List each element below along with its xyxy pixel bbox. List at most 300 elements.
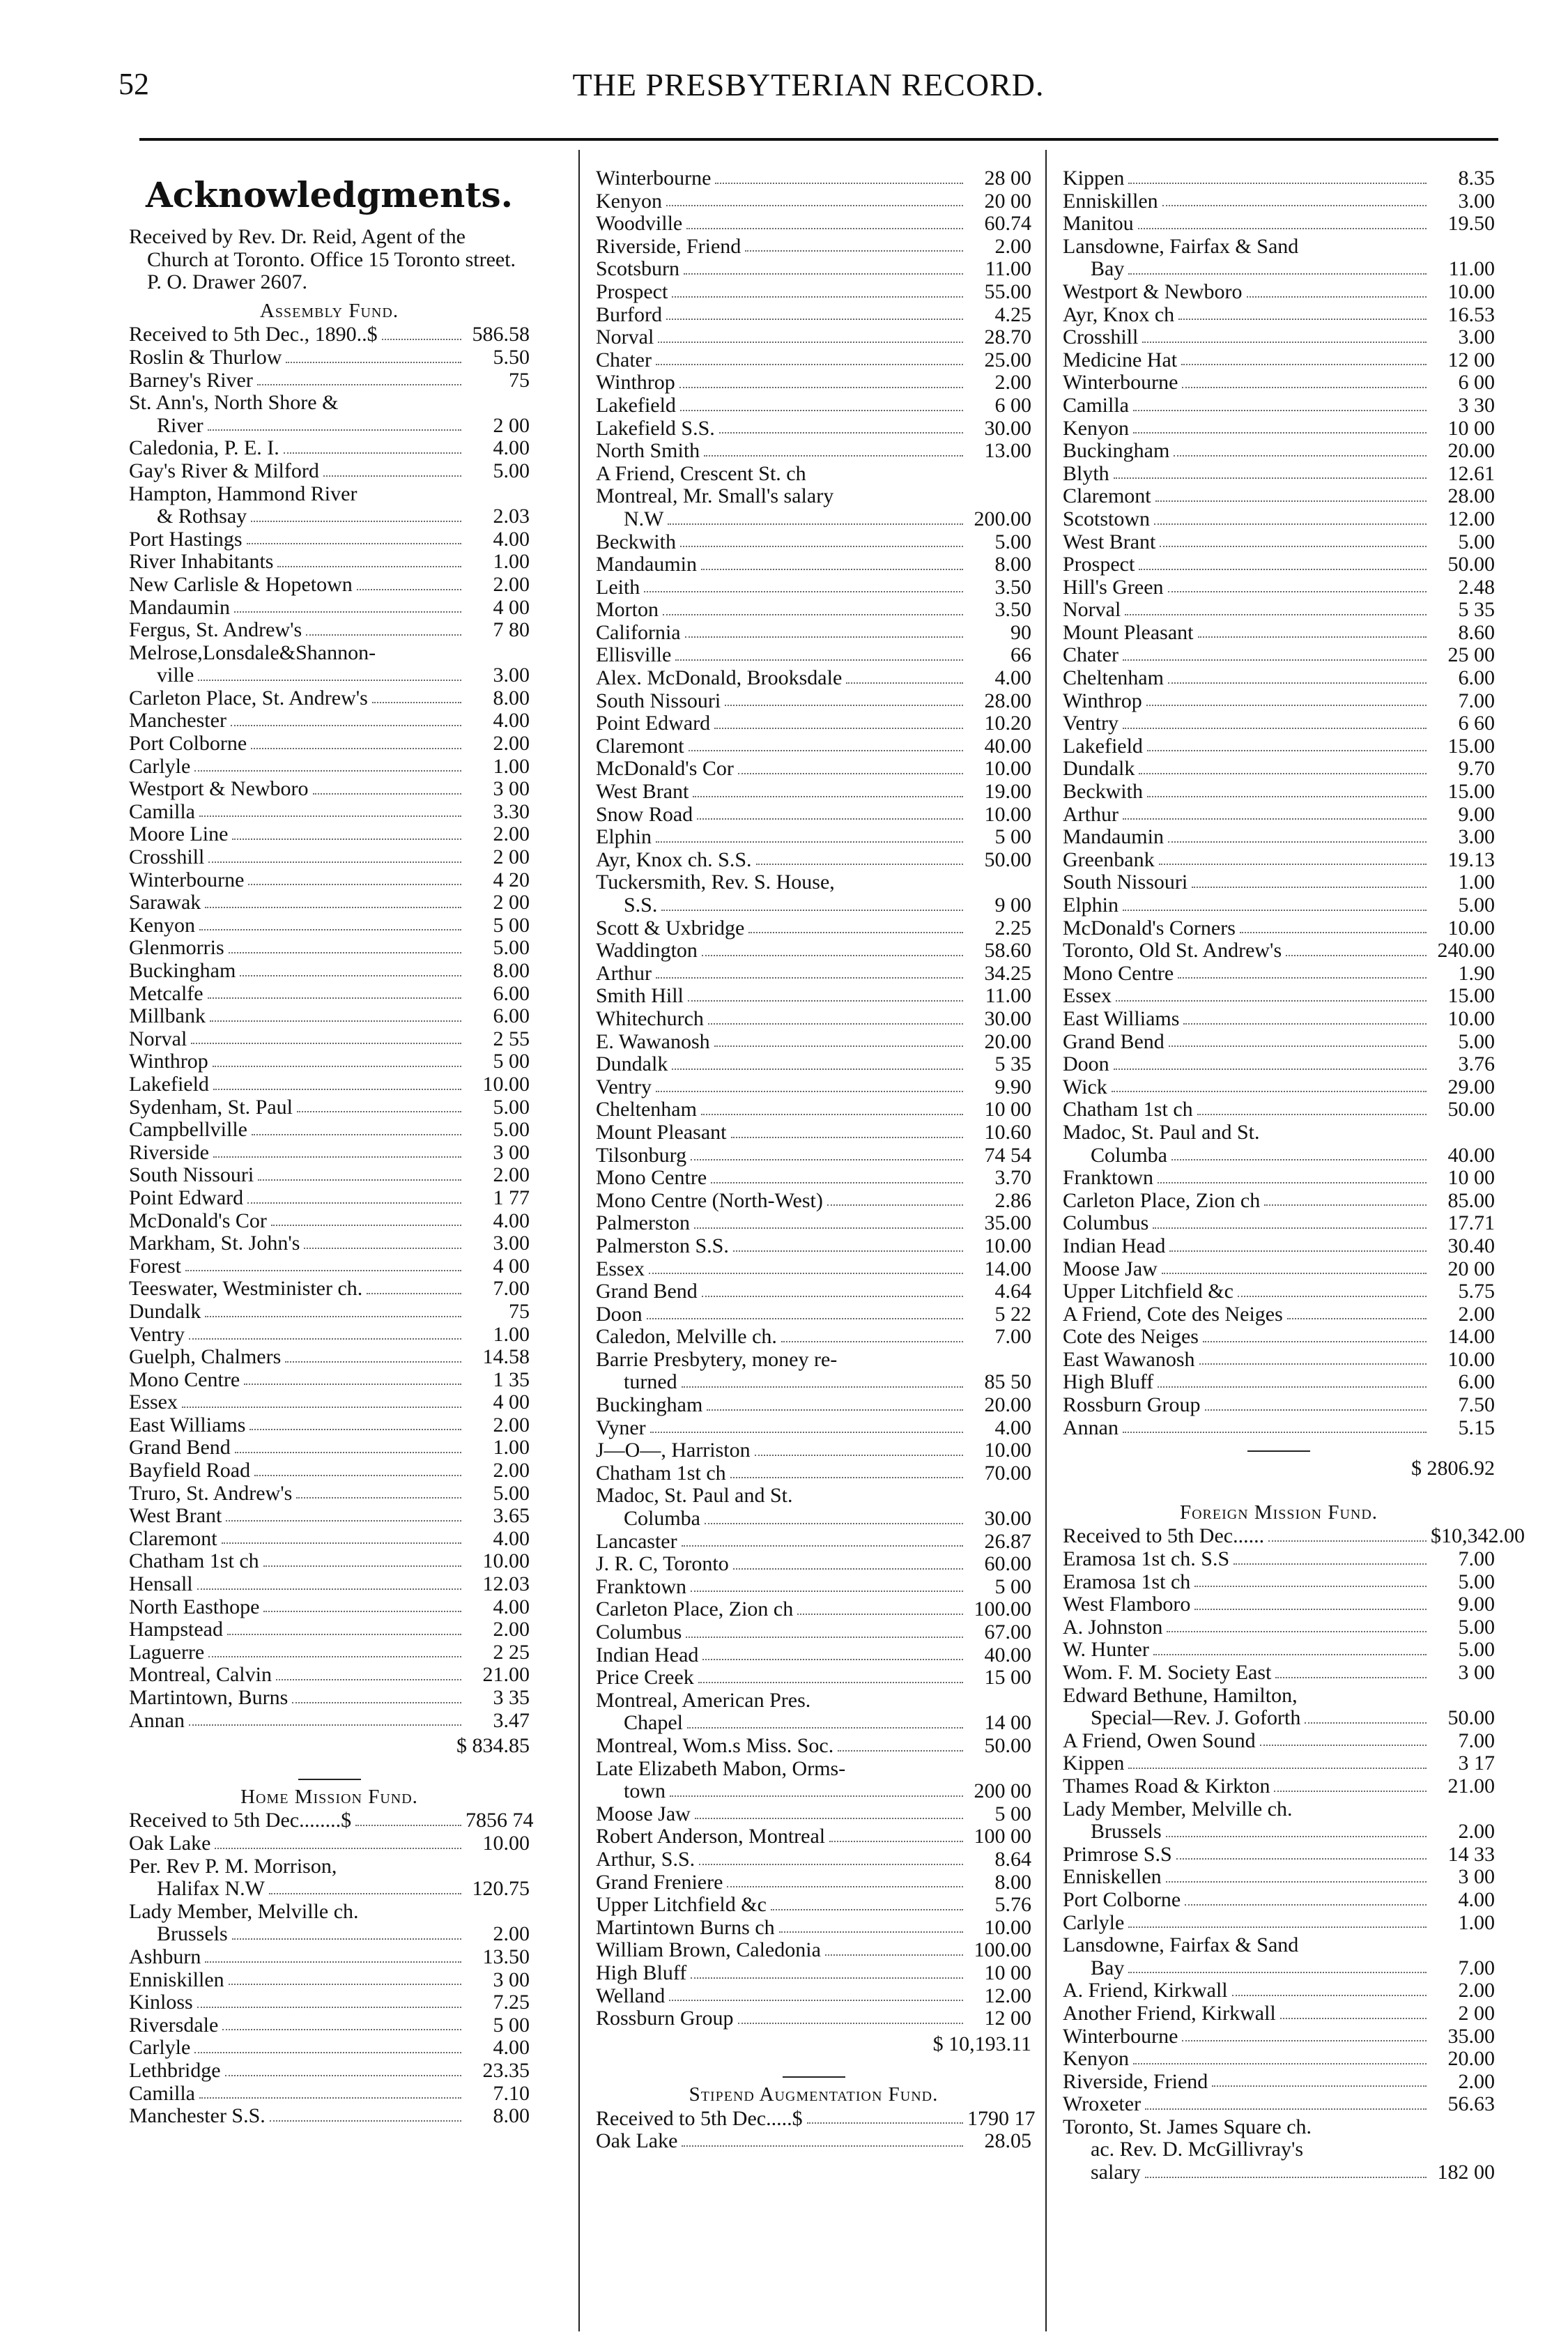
entry-amount: 5.00 bbox=[1458, 530, 1495, 553]
leader-dots bbox=[222, 1542, 461, 1544]
entry-amount: 7.00 bbox=[1458, 1547, 1495, 1571]
entry-row bbox=[596, 1780, 1031, 1803]
entry-amount: 4.00 bbox=[493, 1595, 530, 1618]
entry-amount: 3 30 bbox=[1458, 393, 1495, 417]
entry-name: Carleton Place, Zion ch bbox=[596, 1597, 794, 1621]
entry-row bbox=[596, 1985, 1031, 2008]
entry-name: McDonald's Cor bbox=[129, 1209, 267, 1232]
leader-dots bbox=[1264, 1204, 1427, 1206]
leader-dots bbox=[248, 884, 461, 885]
entry-name: Mono Centre bbox=[596, 1166, 707, 1190]
entry-amount: 5.00 bbox=[493, 1118, 530, 1142]
entry-name: Winthrop bbox=[129, 1050, 208, 1073]
entry-name: Sydenham, St. Paul bbox=[129, 1095, 293, 1119]
entry-name: Toronto, Old St. Andrew's bbox=[1063, 939, 1282, 963]
leader-dots bbox=[1123, 818, 1427, 820]
entry-amount: 5 00 bbox=[493, 2013, 530, 2037]
leader-dots bbox=[686, 1637, 963, 1638]
leader-dots bbox=[1125, 614, 1427, 615]
entry-name: Montreal, American Pres. bbox=[596, 1688, 811, 1712]
entry-name: Kippen bbox=[1063, 1752, 1125, 1775]
page-number: 52 bbox=[118, 67, 149, 101]
entry-name: Whitechurch bbox=[596, 1006, 704, 1030]
entry-name: Lady Member, Melville ch. bbox=[129, 1899, 359, 1923]
entry-amount: 6 00 bbox=[994, 393, 1031, 417]
leader-dots bbox=[1171, 1159, 1427, 1160]
leader-dots bbox=[701, 1114, 963, 1115]
leader-dots bbox=[1133, 410, 1427, 411]
leader-dots bbox=[675, 659, 963, 661]
entry-name: Crosshill bbox=[129, 845, 205, 869]
entry-amount: 6.00 bbox=[1458, 1370, 1495, 1394]
entry-amount: 3 00 bbox=[493, 1140, 530, 1164]
leader-dots bbox=[286, 362, 461, 363]
entry-row bbox=[129, 1119, 530, 1142]
leader-dots bbox=[285, 1361, 461, 1363]
entry-name: Riverside, Friend bbox=[596, 234, 741, 258]
entry-row bbox=[1063, 440, 1495, 463]
entry-row bbox=[129, 392, 530, 415]
entry-row bbox=[596, 758, 1031, 781]
entry-amount: 20.00 bbox=[984, 1029, 1031, 1053]
leader-dots bbox=[1146, 705, 1427, 706]
entry-amount: 5.00 bbox=[1458, 894, 1495, 917]
entry-amount: 60.00 bbox=[984, 1552, 1031, 1576]
entry-row bbox=[1063, 1707, 1495, 1730]
entry-name: Indian Head bbox=[596, 1643, 699, 1666]
entry-name: Barney's River bbox=[129, 368, 253, 392]
entry-name: Bay bbox=[1091, 1956, 1125, 1979]
entry-row bbox=[129, 710, 530, 733]
leader-dots bbox=[745, 250, 963, 252]
entry-row bbox=[129, 1991, 530, 2014]
entry-amount: 5 22 bbox=[994, 1302, 1031, 1326]
entry-row bbox=[129, 1687, 530, 1710]
leader-dots bbox=[1145, 2177, 1427, 2178]
entry-amount: 7.25 bbox=[493, 1991, 530, 2014]
entry-name: Campbellville bbox=[129, 1118, 247, 1142]
leader-dots bbox=[1182, 2040, 1427, 2041]
entry-amount: 2.00 bbox=[1458, 1302, 1495, 1326]
entry-name: Caledonia, P. E. I. bbox=[129, 436, 279, 460]
entry-name: Winterbourne bbox=[596, 167, 712, 190]
entry-row bbox=[1063, 236, 1495, 259]
leader-dots bbox=[684, 273, 963, 275]
entry-amount: 4 00 bbox=[493, 1390, 530, 1414]
entry-amount: 15 00 bbox=[984, 1666, 1031, 1689]
leader-dots bbox=[691, 1977, 963, 1979]
entry-name: Buckingham bbox=[129, 959, 236, 982]
entry-amount: 14.58 bbox=[482, 1345, 530, 1369]
entry-amount: 3.00 bbox=[493, 664, 530, 687]
entry-name: Kenyon bbox=[1063, 2047, 1129, 2071]
page-header bbox=[118, 66, 1498, 129]
entry-name: Norval bbox=[1063, 598, 1121, 622]
entry-row bbox=[129, 1482, 530, 1505]
leader-dots bbox=[668, 523, 963, 525]
entry-row bbox=[129, 1028, 530, 1051]
entry-row bbox=[1063, 1190, 1495, 1213]
entry-row bbox=[129, 1573, 530, 1596]
entry-amount: 50.00 bbox=[1447, 553, 1495, 576]
entry-name: Riverside bbox=[129, 1140, 209, 1164]
entry-amount: 30.40 bbox=[1447, 1234, 1495, 1257]
entry-amount: 10.00 bbox=[984, 1915, 1031, 1939]
entry-amount: 2 55 bbox=[493, 1027, 530, 1050]
entry-row bbox=[129, 1369, 530, 1392]
entry-row bbox=[596, 258, 1031, 281]
entry-amount: 10.00 bbox=[1447, 916, 1495, 940]
leader-dots bbox=[825, 1954, 963, 1956]
entry-row bbox=[596, 553, 1031, 576]
entry-amount: 30.00 bbox=[984, 1006, 1031, 1030]
entry-row bbox=[1063, 985, 1495, 1008]
entry-amount: 10.00 bbox=[984, 1439, 1031, 1462]
entry-amount: 1 77 bbox=[493, 1186, 530, 1209]
leader-dots bbox=[1168, 841, 1427, 843]
entry-name: Cheltenham bbox=[1063, 666, 1164, 690]
entry-name: Annan bbox=[129, 1708, 185, 1732]
entry-amount: 50.00 bbox=[1447, 1706, 1495, 1730]
entry-name: Arthur bbox=[1063, 802, 1119, 826]
entry-row bbox=[596, 826, 1031, 849]
entry-row bbox=[129, 801, 530, 824]
leader-dots bbox=[672, 296, 963, 298]
entry-name: Doon bbox=[596, 1302, 643, 1326]
leader-dots bbox=[1194, 1609, 1427, 1610]
entry-name: Bay bbox=[1091, 257, 1125, 281]
entry-row bbox=[1063, 599, 1495, 622]
entry-row bbox=[1063, 917, 1495, 940]
entry-name: Indian Head bbox=[1063, 1234, 1166, 1257]
entry-name: Carlyle bbox=[1063, 1910, 1125, 1934]
entry-amount: 10.00 bbox=[1447, 1006, 1495, 1030]
entry-name: Brussels bbox=[1091, 1820, 1162, 1844]
entry-row bbox=[596, 1235, 1031, 1258]
entry-amount: 40.00 bbox=[984, 734, 1031, 758]
leader-dots bbox=[263, 1611, 461, 1612]
entry-name: Medicine Hat bbox=[1063, 348, 1178, 371]
entry-row bbox=[129, 346, 530, 369]
leader-dots bbox=[725, 705, 963, 706]
entry-name: Arthur bbox=[596, 961, 652, 985]
entry-name: Columba bbox=[1091, 1143, 1167, 1167]
entry-row bbox=[596, 1848, 1031, 1871]
entry-name: Buckingham bbox=[1063, 439, 1170, 463]
entry-row bbox=[596, 712, 1031, 735]
leader-dots bbox=[194, 2052, 461, 2053]
entry-amount: 10.00 bbox=[482, 1549, 530, 1573]
leader-dots bbox=[182, 1407, 461, 1408]
entry-name: Ayr, Knox ch. S.S. bbox=[596, 848, 752, 871]
entry-amount: 85 50 bbox=[984, 1370, 1031, 1394]
entry-amount: 6.00 bbox=[493, 1004, 530, 1028]
entry-row bbox=[129, 369, 530, 392]
entry-name: Burford bbox=[596, 302, 662, 326]
entry-row bbox=[1063, 304, 1495, 327]
leader-dots bbox=[284, 452, 461, 454]
leader-dots bbox=[240, 975, 461, 976]
entry-row bbox=[596, 1190, 1031, 1213]
foreign-mission-fund-title: Foreign Mission Fund. bbox=[1179, 1501, 1378, 1524]
entry-row bbox=[596, 599, 1031, 622]
leader-dots bbox=[731, 1137, 964, 1138]
entry-row bbox=[1063, 1662, 1495, 1685]
entry-amount: 28.00 bbox=[1447, 484, 1495, 508]
leader-dots bbox=[208, 429, 461, 431]
entry-amount: 3.00 bbox=[1458, 325, 1495, 349]
entry-row bbox=[596, 463, 1031, 486]
entry-row bbox=[1063, 894, 1495, 917]
entry-row bbox=[1063, 1844, 1495, 1867]
entry-row bbox=[129, 733, 530, 756]
entry-name: Norval bbox=[129, 1027, 187, 1050]
entry-amount: 7.00 bbox=[493, 1277, 530, 1301]
entry-name: Enniskillen bbox=[129, 1968, 224, 1991]
entry-row bbox=[1063, 781, 1495, 804]
entry-amount: 10 00 bbox=[1447, 1166, 1495, 1190]
leader-dots bbox=[247, 543, 461, 544]
entry-row bbox=[596, 167, 1031, 190]
entry-name: Robert Anderson, Montreal bbox=[596, 1825, 826, 1848]
entry-row bbox=[1063, 758, 1495, 781]
entry-name: Winthrop bbox=[596, 371, 675, 394]
entry-name: Wroxeter bbox=[1063, 2092, 1142, 2116]
entry-amount: 11.00 bbox=[985, 984, 1031, 1008]
entry-row bbox=[596, 1598, 1031, 1621]
leader-dots bbox=[656, 1091, 963, 1092]
entry-name: Claremont bbox=[129, 1526, 217, 1550]
entry-amount: 3.47 bbox=[493, 1708, 530, 1732]
leader-dots bbox=[702, 1296, 963, 1297]
entry-amount: 2.00 bbox=[493, 732, 530, 756]
entry-name: Kenyon bbox=[129, 913, 195, 937]
entry-name: Melrose,Lonsdale&Shannon- bbox=[129, 641, 376, 664]
leader-dots bbox=[229, 952, 461, 953]
entry-row bbox=[1063, 2093, 1495, 2116]
entry-row bbox=[596, 1031, 1031, 1054]
entry-name: Annan bbox=[1063, 1416, 1119, 1439]
entry-row bbox=[596, 1712, 1031, 1735]
entry-name: McDonald's Corners bbox=[1063, 916, 1236, 940]
entry-row bbox=[129, 869, 530, 892]
entry-row bbox=[1063, 1167, 1495, 1190]
entry-amount: 5.15 bbox=[1458, 1416, 1495, 1439]
entry-name: Essex bbox=[1063, 984, 1112, 1008]
leader-dots bbox=[730, 1477, 963, 1478]
entry-amount: 74 54 bbox=[984, 1143, 1031, 1167]
leader-dots bbox=[738, 773, 963, 774]
leader-dots bbox=[1286, 955, 1427, 956]
entry-amount: 2.00 bbox=[493, 1459, 530, 1482]
entry-amount: 4.00 bbox=[994, 666, 1031, 690]
entry-name: Columbus bbox=[596, 1620, 682, 1643]
entry-amount: 5.00 bbox=[1458, 1029, 1495, 1053]
entry-amount: 2.00 bbox=[994, 234, 1031, 258]
leader-dots bbox=[702, 1659, 963, 1660]
leader-dots bbox=[1197, 1114, 1427, 1115]
entry-row bbox=[129, 1459, 530, 1482]
entry-row bbox=[129, 415, 530, 438]
entry-amount: 2.00 bbox=[493, 1163, 530, 1187]
entry-amount: 3.65 bbox=[493, 1504, 530, 1528]
entry-name: Alex. McDonald, Brooksdale bbox=[596, 666, 843, 690]
entry-amount: 15.00 bbox=[1447, 984, 1495, 1008]
leader-dots bbox=[1133, 432, 1427, 434]
entry-name: Franktown bbox=[596, 1574, 686, 1598]
entry-row bbox=[1063, 940, 1495, 963]
entry-name: Dundalk bbox=[129, 1299, 201, 1323]
leader-dots bbox=[1162, 205, 1427, 206]
entry-name: ville bbox=[157, 664, 194, 687]
entry-amount: 5.50 bbox=[493, 345, 530, 369]
entry-name: Prospect bbox=[596, 279, 668, 303]
entry-name: Lancaster bbox=[596, 1529, 677, 1553]
leader-dots bbox=[846, 682, 963, 684]
entry-name: Ventry bbox=[129, 1322, 185, 1346]
leader-dots bbox=[1233, 1563, 1427, 1565]
entry-name: ac. Rev. D. McGillivray's bbox=[1091, 2138, 1304, 2161]
entry-amount: 7.10 bbox=[493, 2081, 530, 2105]
entry-row bbox=[1063, 1775, 1495, 1798]
leader-dots bbox=[691, 1159, 963, 1160]
entry-name: Oak Lake bbox=[596, 2129, 678, 2153]
entry-row bbox=[596, 1371, 1031, 1394]
entry-row bbox=[129, 1969, 530, 1992]
entry-amount: 10 00 bbox=[1447, 416, 1495, 440]
entry-amount: 12.00 bbox=[984, 1984, 1031, 2007]
entry-name: Claremont bbox=[596, 734, 684, 758]
column-2 bbox=[596, 167, 1036, 2153]
entry-name: Upper Litchfield &c bbox=[1063, 1280, 1233, 1303]
assembly-fund-title: Assembly Fund. bbox=[259, 299, 399, 322]
entry-row bbox=[1063, 2025, 1495, 2048]
leader-dots bbox=[198, 680, 461, 681]
entry-name: Dundalk bbox=[1063, 757, 1135, 781]
leader-dots bbox=[682, 1386, 963, 1388]
entry-amount: 4.00 bbox=[493, 527, 530, 551]
entry-amount: 10.00 bbox=[984, 1234, 1031, 1257]
entry-name: Bayfield Road bbox=[129, 1459, 251, 1482]
entry-row bbox=[129, 1596, 530, 1619]
leader-dots bbox=[367, 1293, 461, 1294]
entry-name: Port Colborne bbox=[129, 732, 247, 756]
entry-name: Chatham 1st ch bbox=[129, 1549, 259, 1573]
entry-row bbox=[1063, 1235, 1495, 1258]
entry-name: Columbus bbox=[1063, 1211, 1149, 1235]
entry-name: Edward Bethune, Hamilton, bbox=[1063, 1683, 1298, 1707]
entry-row bbox=[596, 1280, 1031, 1303]
leader-dots bbox=[189, 1338, 461, 1340]
leader-dots bbox=[254, 1475, 461, 1476]
leader-dots bbox=[807, 2122, 963, 2124]
entry-amount: 8.00 bbox=[493, 959, 530, 982]
entry-amount: 75 bbox=[509, 368, 530, 392]
leader-dots bbox=[705, 1523, 963, 1524]
entry-amount: 200.00 bbox=[974, 507, 1031, 530]
leader-dots bbox=[719, 432, 963, 434]
entry-name: Martintown Burns ch bbox=[596, 1915, 775, 1939]
leader-dots bbox=[1192, 887, 1427, 888]
leader-dots bbox=[714, 1045, 963, 1047]
entry-row bbox=[596, 940, 1031, 963]
leader-dots bbox=[296, 1497, 461, 1499]
leader-dots bbox=[189, 1724, 461, 1726]
entry-name: Palmerston bbox=[596, 1211, 690, 1235]
leader-dots bbox=[727, 1886, 963, 1887]
entry-name: Ventry bbox=[596, 1075, 652, 1098]
entry-row bbox=[1063, 1280, 1495, 1303]
leader-dots bbox=[1176, 1858, 1427, 1860]
entry-name: Truro, St. Andrew's bbox=[129, 1481, 293, 1505]
leader-dots bbox=[1238, 1296, 1427, 1297]
leader-dots bbox=[205, 1316, 461, 1317]
entry-name: Mount Pleasant bbox=[1063, 620, 1194, 644]
entry-name: Chatham 1st ch bbox=[596, 1461, 726, 1485]
entry-row bbox=[1063, 2048, 1495, 2071]
entry-row bbox=[596, 1644, 1031, 1667]
entry-name: Roslin & Thurlow bbox=[129, 345, 282, 369]
entry-row bbox=[1063, 1571, 1495, 1594]
entry-row bbox=[596, 440, 1031, 463]
entry-amount: 14.00 bbox=[984, 1257, 1031, 1280]
column-3 bbox=[1063, 167, 1525, 2184]
entry-amount: 21.00 bbox=[482, 1663, 530, 1687]
entry-amount: 19.50 bbox=[1447, 212, 1495, 236]
entry-name: Tilsonburg bbox=[596, 1143, 687, 1167]
entry-amount: 20.00 bbox=[1447, 439, 1495, 463]
entry-row bbox=[1063, 1548, 1495, 1571]
leader-dots bbox=[372, 702, 461, 703]
entry-amount: 2 00 bbox=[493, 891, 530, 914]
entry-row bbox=[129, 642, 530, 665]
entry-row bbox=[1063, 826, 1495, 849]
leader-dots bbox=[680, 546, 963, 547]
entry-name: Upper Litchfield &c bbox=[596, 1893, 767, 1917]
entry-row bbox=[596, 304, 1031, 327]
leader-dots bbox=[748, 932, 963, 933]
entry-row bbox=[596, 804, 1031, 827]
entry-row bbox=[1063, 1394, 1495, 1417]
leader-dots bbox=[1240, 932, 1427, 933]
entry-row bbox=[129, 505, 530, 528]
entry-amount: 40.00 bbox=[984, 1643, 1031, 1666]
entry-row bbox=[129, 1505, 530, 1528]
entry-row bbox=[596, 1758, 1031, 1781]
entry-row bbox=[596, 1144, 1031, 1167]
entry-name: N.W bbox=[624, 507, 664, 530]
entry-row bbox=[596, 1212, 1031, 1235]
leader-dots bbox=[691, 1591, 963, 1592]
entry-amount: $10,342.00 bbox=[1431, 1524, 1525, 1548]
entry-row bbox=[1063, 508, 1495, 531]
entry-name: Oak Lake bbox=[129, 1831, 211, 1855]
leader-dots bbox=[1305, 1722, 1427, 1724]
entry-name: E. Wawanosh bbox=[596, 1029, 710, 1053]
entry-row bbox=[596, 349, 1031, 372]
entry-amount: 5 00 bbox=[493, 1050, 530, 1073]
leader-dots bbox=[1145, 2108, 1427, 2110]
leader-dots bbox=[1167, 1631, 1427, 1632]
entry-amount: 9.00 bbox=[1458, 802, 1495, 826]
entry-row bbox=[129, 437, 530, 460]
entry-row bbox=[1063, 1821, 1495, 1844]
entry-amount: 9.70 bbox=[1458, 757, 1495, 781]
entry-name: River bbox=[157, 413, 203, 437]
leader-dots bbox=[226, 1520, 461, 1522]
entry-row bbox=[129, 1436, 530, 1459]
entry-amount: 8.35 bbox=[1458, 167, 1495, 190]
